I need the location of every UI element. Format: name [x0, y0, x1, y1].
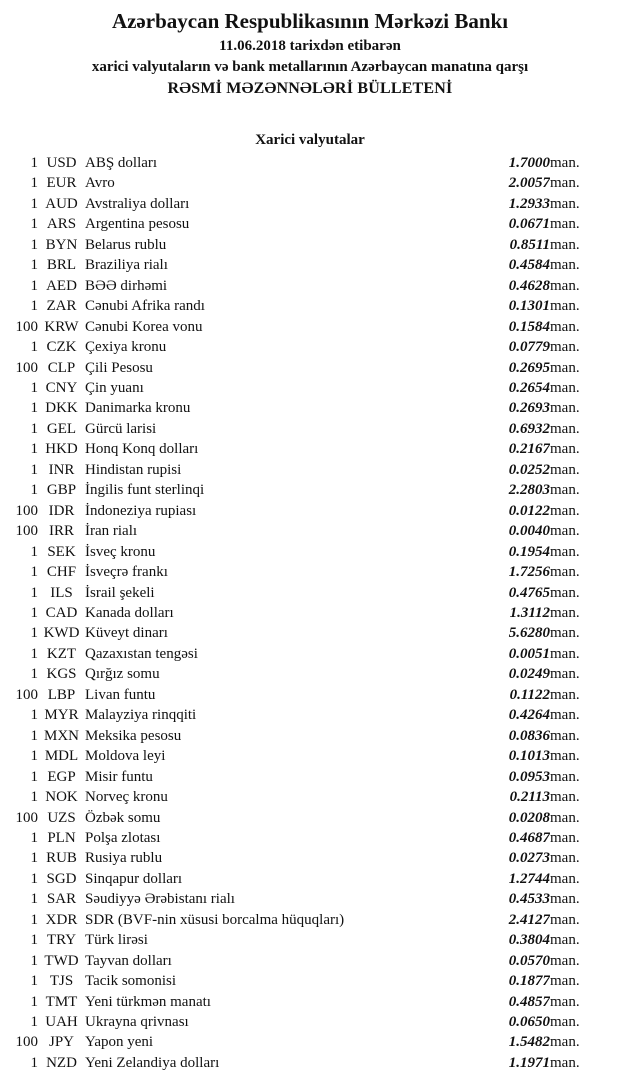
currency-code-cell: ARS [46, 216, 77, 233]
rate-row [0, 726, 620, 746]
currency-name-cell: Malayziya rinqqiti [85, 707, 197, 724]
rate-value-cell: 0.1584 [508, 318, 550, 335]
rate-row [0, 930, 620, 950]
bulletin-title: RƏSMİ MƏZƏNNƏLƏRİ BÜLLETENİ [167, 80, 453, 97]
quantity-cell: 1 [30, 666, 38, 683]
currency-code-cell: GEL [46, 420, 77, 437]
currency-name-cell: Tacik somonisi [85, 973, 177, 990]
currency-name-cell: Çin yuanı [85, 379, 144, 396]
quantity-cell: 100 [15, 686, 38, 703]
rate-value-cell: 1.7256 [508, 564, 550, 581]
quantity-cell: 100 [15, 318, 38, 335]
quantity-cell: 1 [30, 461, 38, 478]
rate-value-cell: 0.0650 [508, 1014, 550, 1031]
rate-value-cell: 0.6932 [508, 420, 550, 437]
rate-value-cell: 0.4533 [508, 891, 550, 908]
unit-label-cell: man. [550, 155, 580, 171]
quantity-cell: 1 [30, 891, 38, 908]
rate-row [0, 971, 620, 991]
unit-label-cell: man. [550, 768, 580, 785]
rate-row [0, 1053, 620, 1073]
currency-name-cell: Yapon yeni [85, 1034, 154, 1051]
currency-name-cell: İsrail şekeli [85, 584, 155, 601]
rate-row [0, 501, 620, 521]
currency-code-cell: MYR [44, 707, 79, 724]
unit-label-cell: man. [550, 523, 580, 540]
rate-value-cell: 0.4584 [508, 257, 550, 274]
currency-name-cell: SDR (BVF-nin xüsusi borcalma hüquqları) [85, 911, 345, 928]
currency-code-cell: TWD [44, 952, 79, 969]
rate-value-cell: 0.2654 [508, 379, 550, 396]
effective-date-line: 11.06.2018 tarixdən etibarən [219, 38, 401, 54]
currency-name-cell: Argentina pesosu [85, 216, 190, 233]
rate-value-cell: 1.2744 [508, 870, 550, 887]
currency-code-cell: NZD [46, 1054, 77, 1071]
currency-name-cell: Yeni türkmən manatı [85, 993, 211, 1010]
rate-value-cell: 2.2803 [508, 482, 550, 499]
rate-value-cell: 0.0953 [508, 768, 550, 785]
currency-code-cell: IRR [48, 523, 74, 540]
quantity-cell: 1 [30, 707, 38, 724]
quantity-cell: 1 [30, 584, 38, 601]
currency-name-cell: Polşa zlotası [85, 829, 161, 846]
unit-label-cell: man. [550, 1014, 580, 1031]
unit-label-cell: man. [550, 789, 580, 806]
rate-row [0, 460, 620, 480]
unit-label-cell: man. [550, 236, 580, 253]
unit-label-cell: man. [550, 379, 580, 396]
currency-code-cell: UAH [45, 1014, 78, 1031]
rate-value-cell: 0.0051 [508, 645, 550, 662]
rate-value-cell: 0.3804 [508, 932, 550, 949]
currency-name-cell: Qazaxıstan tengəsi [85, 645, 198, 662]
currency-code-cell: CHF [46, 564, 77, 581]
currency-code-cell: TJS [49, 973, 74, 990]
unit-label-cell: man. [550, 420, 580, 437]
rate-row [0, 787, 620, 807]
rate-value-cell: 0.4264 [508, 707, 550, 724]
rate-row [0, 235, 620, 255]
unit-label-cell: man. [550, 891, 580, 908]
rate-row [0, 746, 620, 766]
currency-name-cell: Rusiya rublu [85, 850, 163, 867]
rate-value-cell: 0.0252 [508, 461, 550, 478]
rate-row [0, 623, 620, 643]
quantity-cell: 1 [30, 277, 38, 294]
quantity-cell: 100 [15, 1034, 38, 1051]
currency-code-cell: ZAR [46, 298, 77, 315]
unit-label-cell: man. [550, 216, 580, 233]
unit-label-cell: man. [550, 645, 580, 662]
unit-label-cell: man. [550, 584, 580, 601]
unit-label-cell: man. [550, 1034, 580, 1051]
rate-row [0, 419, 620, 439]
currency-name-cell: İran rialı [85, 523, 138, 540]
rate-row [0, 173, 620, 193]
quantity-cell: 1 [30, 155, 38, 171]
currency-code-cell: CZK [46, 339, 77, 356]
currency-name-cell: Türk lirəsi [85, 932, 148, 949]
unit-label-cell: man. [550, 604, 580, 621]
unit-label-cell: man. [550, 277, 580, 294]
currency-code-cell: KGS [46, 666, 77, 683]
currency-code-cell: EGP [47, 768, 76, 785]
rate-row [0, 562, 620, 582]
quantity-cell: 100 [15, 502, 38, 519]
quantity-cell: 1 [30, 952, 38, 969]
rate-value-cell: 1.2933 [508, 195, 550, 212]
rate-row [0, 767, 620, 787]
unit-label-cell: man. [550, 359, 580, 376]
rate-value-cell: 0.2695 [508, 359, 550, 376]
currency-code-cell: KWD [43, 625, 80, 642]
rate-row [0, 644, 620, 664]
currency-code-cell: CLP [47, 359, 76, 376]
quantity-cell: 1 [30, 932, 38, 949]
rate-row [0, 1012, 620, 1032]
currency-name-cell: Küveyt dinarı [85, 625, 168, 642]
quantity-cell: 1 [30, 727, 38, 744]
rate-row [0, 398, 620, 418]
currency-name-cell: Ukrayna qrivnası [85, 1014, 189, 1031]
unit-label-cell: man. [550, 482, 580, 499]
unit-label-cell: man. [550, 502, 580, 519]
unit-label-cell: man. [550, 1054, 580, 1071]
currency-code-cell: BRL [46, 257, 77, 274]
currency-name-cell: Belarus rublu [85, 236, 167, 253]
currency-code-cell: USD [46, 155, 77, 171]
quantity-cell: 1 [30, 911, 38, 928]
currency-name-cell: Avstraliya dolları [85, 195, 190, 212]
unit-label-cell: man. [550, 461, 580, 478]
rate-value-cell: 0.1954 [508, 543, 550, 560]
rate-value-cell: 2.4127 [508, 911, 550, 928]
quantity-cell: 1 [30, 257, 38, 274]
exchange-rates-body [0, 153, 620, 1073]
unit-label-cell: man. [550, 257, 580, 274]
unit-label-cell: man. [550, 175, 580, 192]
unit-label-cell: man. [550, 564, 580, 581]
currency-name-cell: Özbək somu [85, 809, 161, 826]
quantity-cell: 1 [30, 604, 38, 621]
quantity-cell: 1 [30, 543, 38, 560]
unit-label-cell: man. [550, 850, 580, 867]
currency-name-cell: ABŞ dolları [85, 155, 158, 171]
quantity-cell: 1 [30, 768, 38, 785]
quantity-cell: 1 [30, 175, 38, 192]
rate-row [0, 480, 620, 500]
currency-name-cell: Yeni Zelandiya dolları [85, 1054, 220, 1071]
rate-row [0, 317, 620, 337]
rate-value-cell: 0.0208 [508, 809, 550, 826]
unit-label-cell: man. [550, 339, 580, 356]
unit-label-cell: man. [550, 952, 580, 969]
rate-value-cell: 0.0836 [508, 727, 550, 744]
rate-value-cell: 0.4857 [508, 993, 550, 1010]
currency-name-cell: Danimarka kronu [85, 400, 191, 417]
unit-label-cell: man. [550, 666, 580, 683]
quantity-cell: 1 [30, 829, 38, 846]
quantity-cell: 1 [30, 645, 38, 662]
rate-value-cell: 0.0122 [508, 502, 550, 519]
unit-label-cell: man. [550, 400, 580, 417]
quantity-cell: 1 [30, 973, 38, 990]
currency-name-cell: Hindistan rupisi [85, 461, 182, 478]
currency-code-cell: AED [46, 277, 77, 294]
currency-code-cell: MDL [44, 748, 79, 765]
rate-row [0, 542, 620, 562]
rate-value-cell: 0.4687 [508, 829, 550, 846]
rate-row [0, 583, 620, 603]
currency-name-cell: Norveç kronu [85, 789, 168, 806]
currency-code-cell: KZT [46, 645, 77, 662]
rate-value-cell: 2.0057 [508, 175, 550, 192]
quantity-cell: 1 [30, 850, 38, 867]
currency-name-cell: BƏƏ dirhəmi [85, 277, 168, 294]
unit-label-cell: man. [550, 543, 580, 560]
currency-name-cell: Cənubi Afrika randı [85, 298, 205, 315]
rate-value-cell: 1.3112 [509, 604, 550, 621]
unit-label-cell: man. [550, 748, 580, 765]
rate-row [0, 378, 620, 398]
rate-row [0, 848, 620, 868]
rate-row [0, 951, 620, 971]
rate-value-cell: 0.2113 [509, 789, 550, 806]
rate-value-cell: 0.2693 [508, 400, 550, 417]
rate-value-cell: 0.1301 [508, 298, 550, 315]
currency-code-cell: SGD [46, 870, 77, 887]
unit-label-cell: man. [550, 686, 580, 703]
quantity-cell: 1 [30, 1014, 38, 1031]
rate-value-cell: 0.0779 [508, 339, 550, 356]
currency-name-cell: İsveç kronu [85, 543, 156, 560]
rate-value-cell: 0.8511 [509, 236, 550, 253]
unit-label-cell: man. [550, 911, 580, 928]
quantity-cell: 1 [30, 400, 38, 417]
currency-name-cell: Çexiya kronu [85, 339, 167, 356]
currency-name-cell: Avro [85, 175, 115, 192]
rate-row [0, 910, 620, 930]
unit-label-cell: man. [550, 318, 580, 335]
currency-code-cell: PLN [47, 829, 76, 846]
rate-row [0, 889, 620, 909]
rate-row [0, 521, 620, 541]
currency-name-cell: Braziliya rialı [85, 257, 168, 274]
quantity-cell: 100 [15, 809, 38, 826]
quantity-cell: 1 [30, 625, 38, 642]
currency-code-cell: TMT [45, 993, 78, 1010]
unit-label-cell: man. [550, 932, 580, 949]
currency-code-cell: NOK [45, 789, 78, 806]
currency-name-cell: Tayvan dolları [85, 952, 172, 969]
rate-row [0, 153, 620, 173]
rate-row [0, 808, 620, 828]
currency-code-cell: LBP [47, 686, 76, 703]
currency-name-cell: Kanada dolları [85, 604, 174, 621]
quantity-cell: 1 [30, 748, 38, 765]
unit-label-cell: man. [550, 870, 580, 887]
bulletin-header [0, 8, 620, 100]
currency-code-cell: INR [48, 461, 75, 478]
rate-row [0, 828, 620, 848]
currency-name-cell: Cənubi Korea vonu [85, 318, 203, 335]
rate-row [0, 276, 620, 296]
currency-name-cell: Misir funtu [85, 768, 153, 785]
currency-code-cell: AUD [45, 195, 78, 212]
rate-value-cell: 1.7000 [508, 155, 550, 171]
currency-code-cell: SEK [47, 543, 76, 560]
rate-value-cell: 1.1971 [508, 1054, 550, 1071]
currency-code-cell: XDR [45, 911, 78, 928]
section-title-foreign-currencies: Xarici valyutalar [255, 132, 365, 148]
quantity-cell: 1 [30, 298, 38, 315]
currency-name-cell: Gürcü larisi [85, 420, 157, 437]
currency-code-cell: JPY [48, 1034, 74, 1051]
currency-code-cell: ILS [50, 584, 73, 601]
rate-row [0, 337, 620, 357]
currency-code-cell: CAD [45, 604, 78, 621]
rate-value-cell: 0.0040 [508, 523, 550, 540]
rate-row [0, 296, 620, 316]
currency-name-cell: İndoneziya rupiası [85, 502, 197, 519]
rate-row [0, 358, 620, 378]
currency-name-cell: İsveçrə frankı [85, 564, 168, 581]
currency-code-cell: KRW [44, 318, 79, 335]
currency-name-cell: Səudiyyə Ərəbistanı rialı [85, 891, 235, 908]
rate-value-cell: 0.2167 [508, 441, 550, 458]
quantity-cell: 1 [30, 236, 38, 253]
unit-label-cell: man. [550, 441, 580, 458]
bank-name-title: Azərbaycan Respublikasının Mərkəzi Bankı [111, 9, 509, 33]
quantity-cell: 1 [30, 195, 38, 212]
rate-row [0, 705, 620, 725]
quantity-cell: 1 [30, 339, 38, 356]
currency-code-cell: BYN [45, 236, 78, 253]
quantity-cell: 100 [15, 359, 38, 376]
rate-value-cell: 0.4765 [508, 584, 550, 601]
unit-label-cell: man. [550, 993, 580, 1010]
exchange-rates-table [0, 153, 620, 1073]
rate-value-cell: 5.6280 [508, 625, 550, 642]
rate-row [0, 439, 620, 459]
rate-value-cell: 0.0570 [508, 952, 550, 969]
currency-code-cell: RUB [46, 850, 77, 867]
unit-label-cell: man. [550, 973, 580, 990]
currency-name-cell: İngilis funt sterlinqi [85, 482, 205, 499]
unit-label-cell: man. [550, 727, 580, 744]
unit-label-cell: man. [550, 809, 580, 826]
currency-name-cell: Çili Pesosu [85, 359, 153, 376]
currency-code-cell: UZS [47, 809, 76, 826]
currency-code-cell: EUR [46, 175, 77, 192]
currency-name-cell: Livan funtu [85, 686, 156, 703]
currency-name-cell: Meksika pesosu [85, 727, 182, 744]
quantity-cell: 1 [30, 216, 38, 233]
rate-row [0, 1032, 620, 1052]
rate-row [0, 255, 620, 275]
currency-code-cell: TRY [46, 932, 77, 949]
bulletin-subtitle: xarici valyutaların və bank metallarının Azərbaycan manatına qarşı [91, 59, 529, 75]
unit-label-cell: man. [550, 829, 580, 846]
rate-row [0, 992, 620, 1012]
currency-code-cell: SAR [46, 891, 77, 908]
quantity-cell: 1 [30, 1054, 38, 1071]
quantity-cell: 1 [30, 441, 38, 458]
quantity-cell: 1 [30, 482, 38, 499]
unit-label-cell: man. [550, 707, 580, 724]
rate-row [0, 214, 620, 234]
quantity-cell: 1 [30, 564, 38, 581]
quantity-cell: 1 [30, 379, 38, 396]
rate-value-cell: 0.1122 [509, 686, 550, 703]
currency-code-cell: GBP [46, 482, 77, 499]
currency-code-cell: MXN [43, 727, 79, 744]
rate-value-cell: 0.0273 [508, 850, 550, 867]
currency-code-cell: HKD [45, 441, 78, 458]
quantity-cell: 1 [30, 870, 38, 887]
rate-row [0, 603, 620, 623]
unit-label-cell: man. [550, 625, 580, 642]
currency-code-cell: DKK [45, 400, 78, 417]
currency-name-cell: Qırğız somu [85, 666, 160, 683]
rate-value-cell: 0.1013 [508, 748, 550, 765]
currency-name-cell: Sinqapur dolları [85, 870, 183, 887]
currency-name-cell: Moldova leyi [85, 748, 166, 765]
rate-row [0, 685, 620, 705]
rate-value-cell: 1.5482 [508, 1034, 550, 1051]
rate-value-cell: 0.0249 [508, 666, 550, 683]
rate-value-cell: 0.4628 [508, 277, 550, 294]
rate-row [0, 869, 620, 889]
quantity-cell: 1 [30, 993, 38, 1010]
rate-row [0, 194, 620, 214]
quantity-cell: 1 [30, 789, 38, 806]
currency-code-cell: IDR [48, 502, 75, 519]
currency-code-cell: CNY [45, 379, 78, 396]
unit-label-cell: man. [550, 195, 580, 212]
rate-value-cell: 0.1877 [508, 973, 550, 990]
rate-row [0, 664, 620, 684]
rate-value-cell: 0.0671 [508, 216, 550, 233]
quantity-cell: 100 [15, 523, 38, 540]
currency-name-cell: Honq Konq dolları [85, 441, 199, 458]
quantity-cell: 1 [30, 420, 38, 437]
unit-label-cell: man. [550, 298, 580, 315]
